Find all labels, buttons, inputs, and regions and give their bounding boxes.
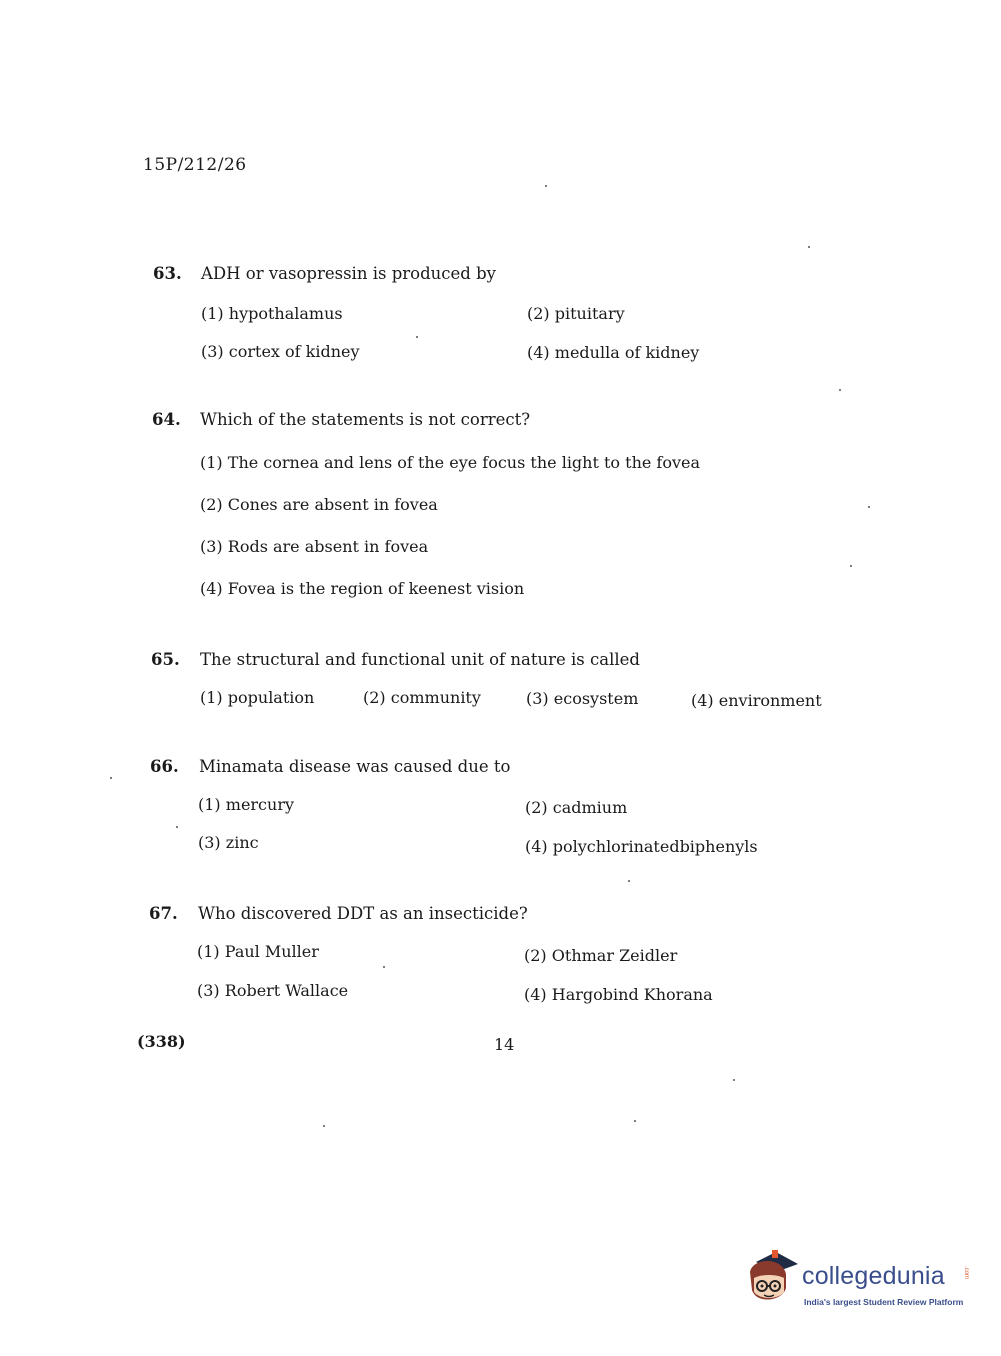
question-number: 63. — [153, 264, 182, 283]
option-4 — [524, 985, 713, 1004]
option-text: hypothalamus — [228, 304, 343, 323]
option-label: (3) — [526, 689, 549, 708]
option-1 — [201, 304, 343, 323]
option-1 — [198, 795, 294, 814]
option-text: population — [227, 688, 315, 707]
option-label: (1) — [200, 688, 223, 707]
option-label: (1) — [197, 942, 220, 961]
option-text: Cones are absent in fovea — [227, 495, 438, 514]
brand-tagline: India's largest Student Review Platform — [804, 1297, 964, 1307]
option-2 — [363, 688, 481, 707]
option-label: (4) — [200, 579, 223, 598]
option-label: (2) — [200, 495, 223, 514]
question-number: 66. — [150, 757, 179, 776]
scan-speck — [545, 185, 547, 187]
mascot-icon — [742, 1248, 802, 1318]
scan-speck — [110, 777, 112, 779]
option-text: medulla of kidney — [554, 343, 700, 362]
scan-speck — [868, 506, 870, 508]
option-text: cortex of kidney — [228, 342, 360, 361]
question-text: The structural and functional unit of nature is called — [200, 650, 640, 669]
option-label: (4) — [527, 343, 550, 362]
scan-speck — [839, 389, 841, 391]
brand-domain: .com — [963, 1266, 969, 1280]
scan-speck — [628, 880, 630, 882]
option-text: polychlorinatedbiphenyls — [552, 837, 758, 856]
option-label: (4) — [524, 985, 547, 1004]
option-text: community — [390, 688, 481, 707]
option-label: (1) — [200, 453, 223, 472]
option-text: Othmar Zeidler — [551, 946, 678, 965]
option-label: (1) — [201, 304, 224, 323]
option-label: (2) — [527, 304, 550, 323]
option-label: (3) — [201, 342, 224, 361]
option-text: ecosystem — [553, 689, 639, 708]
option-4 — [200, 579, 524, 598]
option-4 — [527, 343, 699, 362]
option-3 — [197, 981, 348, 1000]
question-text: Minamata disease was caused due to — [199, 757, 511, 776]
option-text: Fovea is the region of keenest vision — [227, 579, 525, 598]
option-4 — [525, 837, 758, 856]
option-label: (2) — [524, 946, 547, 965]
option-label: (2) — [525, 798, 548, 817]
option-2 — [524, 946, 677, 965]
option-3 — [198, 833, 259, 852]
option-text: mercury — [225, 795, 295, 814]
scan-speck — [416, 336, 418, 338]
option-3 — [201, 342, 360, 361]
footer-code: (338) — [137, 1032, 186, 1051]
option-label: (3) — [200, 537, 223, 556]
option-3 — [200, 537, 428, 556]
scan-speck — [383, 966, 385, 968]
option-label: (4) — [691, 691, 714, 710]
scan-speck — [808, 246, 810, 248]
option-text: Robert Wallace — [224, 981, 349, 1000]
scan-speck — [176, 826, 178, 828]
question-number: 67. — [149, 904, 178, 923]
option-text: The cornea and lens of the eye focus the light to the fovea — [227, 453, 701, 472]
page-number: 14 — [494, 1035, 515, 1054]
option-label: (1) — [198, 795, 221, 814]
option-text: zinc — [225, 833, 259, 852]
option-1 — [200, 453, 700, 472]
question-number: 65. — [151, 650, 180, 669]
option-label: (4) — [525, 837, 548, 856]
option-1 — [197, 942, 319, 961]
option-label: (2) — [363, 688, 386, 707]
option-text: Paul Muller — [224, 942, 319, 961]
question-text: Which of the statements is not correct? — [200, 410, 531, 429]
scan-speck — [323, 1125, 325, 1127]
option-2 — [525, 798, 627, 817]
option-text: Hargobind Khorana — [551, 985, 713, 1004]
option-text: pituitary — [554, 304, 625, 323]
option-2 — [527, 304, 625, 323]
brand-name: collegedunia — [802, 1262, 945, 1290]
option-2 — [200, 495, 438, 514]
option-1 — [200, 688, 314, 707]
option-text: cadmium — [552, 798, 628, 817]
option-text: environment — [718, 691, 822, 710]
option-text: Rods are absent in fovea — [227, 537, 429, 556]
paper-code: 15P/212/26 — [143, 155, 247, 175]
scan-speck — [733, 1079, 735, 1081]
scan-speck — [634, 1120, 636, 1122]
question-text: ADH or vasopressin is produced by — [201, 264, 496, 283]
question-number: 64. — [152, 410, 181, 429]
collegedunia-watermark — [742, 1248, 972, 1318]
scan-speck — [850, 565, 852, 567]
option-label: (3) — [198, 833, 221, 852]
question-text: Who discovered DDT as an insecticide? — [198, 904, 528, 923]
option-3 — [526, 689, 638, 708]
option-4 — [691, 691, 822, 710]
option-label: (3) — [197, 981, 220, 1000]
